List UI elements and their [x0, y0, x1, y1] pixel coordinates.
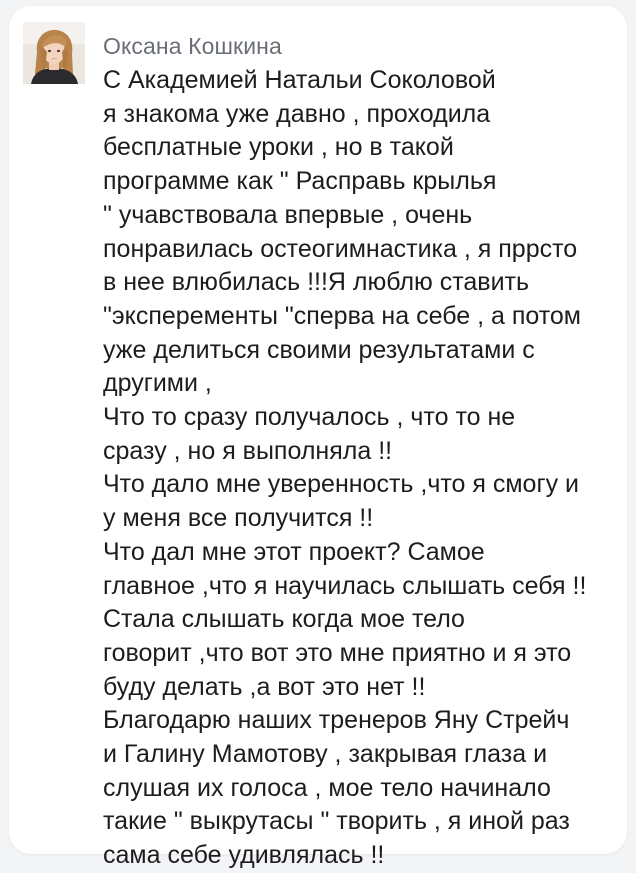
comment-line: С Академией Натальи Соколовой [103, 66, 496, 94]
comment-line: " учавствовала впервые , очень [103, 200, 473, 229]
comment-line: такие " выкрутасы " творить , я иной раз [103, 807, 570, 836]
author-name[interactable]: Оксана Кошкина [103, 33, 282, 59]
comment-line: уже делиться своими результатами с [103, 335, 535, 364]
comment-line: Что дало мне уверенность ,что я смогу и [103, 470, 579, 499]
comment-line: сама себе удивлялась !! [103, 841, 385, 870]
comment-line: главное ,что я научилась слышать себя !! [103, 571, 587, 600]
comment-line: слушая их голоса , мое тело начинало [103, 773, 551, 802]
comment-line: программе как " Расправь крылья [103, 167, 497, 196]
comment-line: и Галину Мамотову , закрывая глаза и [103, 740, 548, 769]
comment-line: говорит ,что вот это мне приятно и я это [103, 638, 572, 667]
comment-card [9, 6, 627, 870]
comment-line: понравилась остеогимнастика , я пррсто [103, 234, 578, 263]
comment-line: в нее влюбилась !!!Я люблю ставить [103, 268, 530, 297]
comment-line: Что то сразу получалось , что то не [103, 403, 516, 432]
comment-line: я знакома уже давно , проходила [103, 99, 491, 128]
comment-line: буду делать ,а вот это нет !! [103, 672, 426, 701]
comment-line: Благодарю наших тренеров Яну Стрейч [103, 706, 570, 735]
comment-line: Стала слышать когда мое тело [103, 605, 465, 634]
comment-line: у меня все получится !! [103, 504, 374, 533]
comment-text [103, 64, 615, 873]
comment-line: другими , [103, 369, 212, 398]
comment-line: бесплатные уроки , но в такой [103, 133, 454, 162]
user-photo-avatar-icon[interactable] [23, 22, 85, 84]
comment-line: Что дал мне этот проект? Самое [103, 537, 485, 566]
comment-line: "эксперементы "сперва на себе , а потом [103, 301, 581, 330]
comment-line: сразу , но я выполняла !! [103, 436, 393, 465]
